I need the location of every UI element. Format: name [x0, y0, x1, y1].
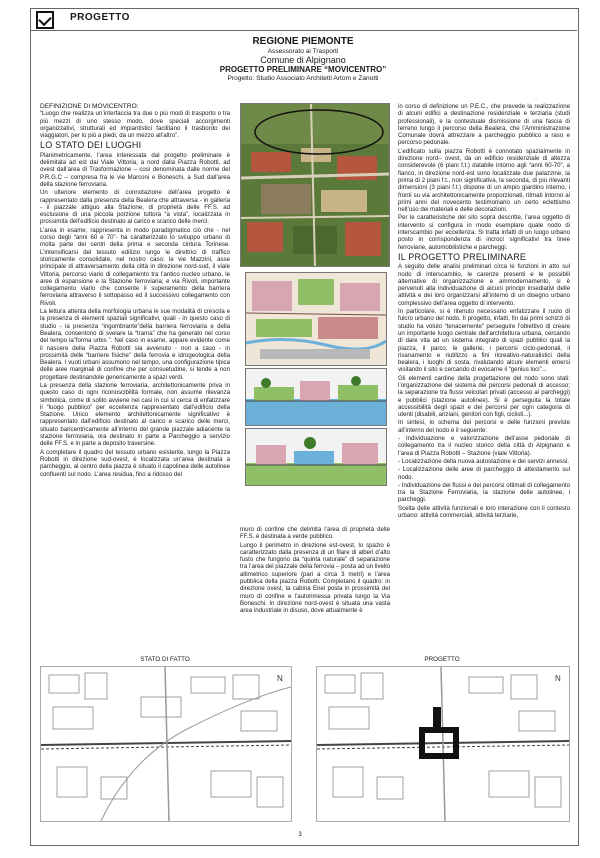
region-title: REGIONE PIEMONTE — [252, 36, 354, 47]
checkbox-logo-icon — [36, 11, 54, 29]
paragraph: A completare il quadro del tessuto urbano esistente, lungo la Piazza Robotti in direzione sud-ovest, è localizzata un’area destinata a parcheggio, al centro della piazza è situato il capolinea delle autolinee confluenti sul nodo. L’area residua, fino a ridosso del — [40, 448, 230, 478]
right-column — [398, 103, 570, 520]
site-plan-drawing — [245, 272, 387, 366]
header-bar — [30, 8, 577, 31]
paragraph: La lettura attenta della morfologia urbana le sue modalità di crescita e la presenza di elementi spaziali significativi, quali - in questo caso di studio - la presenza “ingombrante”della barriera ferroviaria e della Bealera, consentono di svelare la “trama” che ha generato nel corso del tempo la”forma urbis ”. Nel caso in esame, appare evidente come il nascere della Piazza Robotti sia avvenuto - non a caso - in prossimità delle “barriere fisiche” della ferrovia e idrogeologica della Bealera. I vuoti urbani assumono nel tempo, una configurazione tipica delle aree marginali di confine che per consuetudine, si tende a non progettare destinandole genericamente a spazi verdi. — [40, 308, 230, 381]
section-drawing-1 — [245, 368, 387, 426]
caption-stato-di-fatto: STATO DI FATTO — [140, 656, 190, 663]
paragraph: Per le caratteristiche del sito sopra descritte, l’area oggetto di intervento si configura in modo esemplare quale nodo di interscambio per eccellenza. Si tratta infatti di un luogo urbano posto in corrispondenza di incroci significativi tra linee ferroviarie, automobilistiche e parcheggi. — [398, 214, 570, 251]
list-item: - Localizzazione della nuova autostazione e dei servizi annessi. — [398, 457, 570, 465]
paragraph: La presenza della stazione ferroviaria, architettonicamente priva in questo caso di ogni riconoscibilità formale, non assume rilevanza simbolica, come di solito avviene nei casi in cui si cerca di enfatizzare il “luogo pubblico” per eccellenza rappresentato dall’edificio della Stazione. Unico elemento architettonicamente significativo è rappresentato dall’edificio destinato al carico e scarico delle merci, situato baricentricamente all’interno del grande piazzale adiacente la stazione ferroviaria, ora destinato in parte a Parcheggio a servizio delle FF.S. e in parte a deposito traversine. — [40, 381, 230, 448]
paragraph: Scelta delle attività funzionali e loro interazione con il contesto urbano: attività commerciali, attività terziarie, — [398, 504, 570, 520]
paragraph: Planimetricamente, l’area interessata dal progetto preliminare è delimitata ad est dal Viale Vittoria, a nord dalla Piazza Robotti, ad ovest dall’area di Trasformazione – così denominata dalle norme del P.R.G.C – compresa fra le vie Marconi e Boneschi, a Sud dall’area della stazione ferroviaria. — [40, 151, 230, 188]
section-heading-stato: LO STATO DEI LUOGHI — [40, 140, 142, 151]
paragraph: Un ulteriore elemento di connotazione dell’area progetto è rappresentato dalla presenza della Bealera che attraversa - in galleria - il piazzale attiguo alla Stazione, di proprietà delle FF.S. ad esclusione di una piccola porzione tuttora “a vista”, localizzata in prossimità dell’edificio destinato al carico e scarico delle merci. — [40, 189, 230, 226]
paragraph: muro di confine che delimita l’area di proprietà delle FF.S. è destinata a verde pubblico. — [240, 526, 390, 541]
list-item: - Individuazione e valorizzazione dell’asse pedonale di collegamento tra il nucleo storico della città di Alpignano e l’area di Piazza Robotti – Stazione (viale Vittoria). — [398, 435, 570, 457]
map-existing-state — [40, 666, 292, 822]
paragraph: L’area in esame, rappresenta in modo paradigmatico ciò che - nel corso degli “anni 60 e 70”- ha caratterizzato lo sviluppo urbano di molta parte dei centri della prima e seconda cintura Torinese. L’intensificarsi del tessuto edilizio lungo le direttrici di traffico storicamente consolidate, nel nostro caso: le vie Mazzini, asse principale di attraversamento della città in direzione nord-sud, il viale Vittoria, percorso viario di collegamento tra l’antico nucleo urbano, le aree di espansione e la Stazione ferroviaria; e via Rivoli, importante collegamento viario che consente il superamento della barriera ferroviaria attraverso il sottopasso ed il successivo collegamento con Rivoli. — [40, 226, 230, 307]
svg-text:N: N — [555, 674, 561, 683]
designer-credit: Progetto: Studio Associato Architetti Artom e Zanotti — [227, 74, 379, 82]
paragraph: In particolare, si è ritenuto necessario enfatizzare il ruolo di fulcro urbano del nodo. Il progetto, infatti, fin dai primi schizzi di studio ha voluto “tenacemente” perseguire l’obiettivo di creare un importante luogo centrale dell’architettura urbana, cercando di dare vita ad un sistema integrato di spazi pubblici quali la piazza, il parco, le gallerie, i percorsi ciclo-pedonali, il risanamento e riutilizzo a fini ricreativo-naturalistici della bealera, i luoghi di sosta, rivalutando alcuni elementi emersi visitando il sito e cercando di evocarne il “genius loci”... — [398, 308, 570, 374]
section-drawing-2 — [245, 428, 387, 486]
definition-text: “Luogo che realizza un’interfaccia tra due o più modi di trasporto o tra più mezzi di uno stesso modo, dove speciali accorgimenti organizzativi, strutturali ed impiantistici facilitano il trasbordo dei viaggiatori, per lo più a piedi, da un mezzo all’altro”. — [40, 110, 230, 140]
aerial-photo — [240, 103, 390, 267]
list-item: - Localizzazione delle aree di parcheggio di attestamento sul nodo. — [398, 466, 570, 481]
definition-title: DEFINIZIONE DI MOVICENTRO: — [40, 103, 139, 110]
project-title: PROGETTO PRELIMINARE “MOVICENTRO” — [219, 65, 387, 75]
header-title: PROGETTO — [70, 12, 130, 23]
middle-column — [240, 526, 390, 616]
municipality-title: Comune di Alpignano — [260, 55, 346, 66]
document-heading — [150, 36, 456, 82]
svg-text:N: N — [277, 674, 283, 683]
paragraph: Lungo il perimetro in direzione est-ovest, lo spazio è caratterizzato dalla presenza di un filare di alberi d’alto fusto che fungono da “quinta naturale” di separazione tra l’area del piazzale della ferrovia – posta ad un livello altimetrico superiore (pari a circa 3 metri) e l’area pubblica della piazza Robotti. Completano il quadro: in direzione ovest, la cabina Enel posta in prossimità del muro di confine e l’autorimessa privata lungo la Via Boneschi. In direzione nord-ovest è situata una vasta area industriale in disuso, dove attualmente è — [240, 541, 390, 615]
paragraph: in corso di definizione un P.E.C., che prevede la realizzazione di alcuni edifici a destinazione residenziale e terziaria (studi professionali), e la contestuale dismissione di una fascia di terreno lungo il percorso della Bealera, che l’Amministrazione Comunale dovrà attrezzare a parcheggio pubblico a raso e percorso pedonale. — [398, 103, 570, 147]
department-subtitle: Assessorato ai Trasporti — [267, 47, 339, 55]
map-project — [316, 666, 570, 822]
page-number: 3 — [298, 832, 302, 838]
paragraph: In sintesi, lo schema dei percorsi e delle funzioni previste all’interno del nodo è il seguente: — [398, 419, 570, 434]
caption-progetto: PROGETTO — [424, 656, 460, 663]
section-heading-progetto: IL PROGETTO PRELIMINARE — [398, 251, 527, 262]
left-column — [40, 103, 230, 479]
list-item: - Individuazione dei flussi e dei percorsi ottimali di collegamento tra la Stazione Ferroviaria, la stazione delle autolinee, i parcheggi. — [398, 481, 570, 504]
paragraph: A seguito delle analisi preliminari circa le funzioni in atto sul nodo di interscambio, le carenze presenti e le possibili alternative di organizzazione e ammodernamento, si è pervenuti alla individuazione di alcuni principi insediativi delle attività e dei loro organizzarsi all’interno di un disegno urbano complessivo dell’area oggetto di intervento. — [398, 263, 570, 307]
paragraph: Gli elementi cardine della progettazione del nodo sono stati: l’organizzazione del sistema dei percorsi pedonali di accesso; la separazione tra flussi veicolari privati (accesso ai parcheggi) e pubblici (stazione autolinee). Si è perseguita la totale accessibilità degli spazi e dei percorsi per ogni categoria di utenti (disabili, anziani, genitori con figli, ciclisti...). — [398, 374, 570, 419]
paragraph: L’edificato sulla piazza Robotti è connotato spazialmente in direzione nord– ovest, da un edificio residenziale di altezza considerevole (6 piani f.t.) databile intorno agli “anni 60-70”, a fianco, in direzione nord-est sono localizzate due palazzine, la prima di 2 piani f.t., non significativa, la seconda, di più rilevanti dimensioni (3 piani f.t.) dispone di un ampio giardino interno, i fronti su via architettonicamente proporzionati, ritmati intorno ai primi anni del novecento testimoniano un certo eclettismo nell’uso dei materiali e delle decorazioni. — [398, 147, 570, 214]
